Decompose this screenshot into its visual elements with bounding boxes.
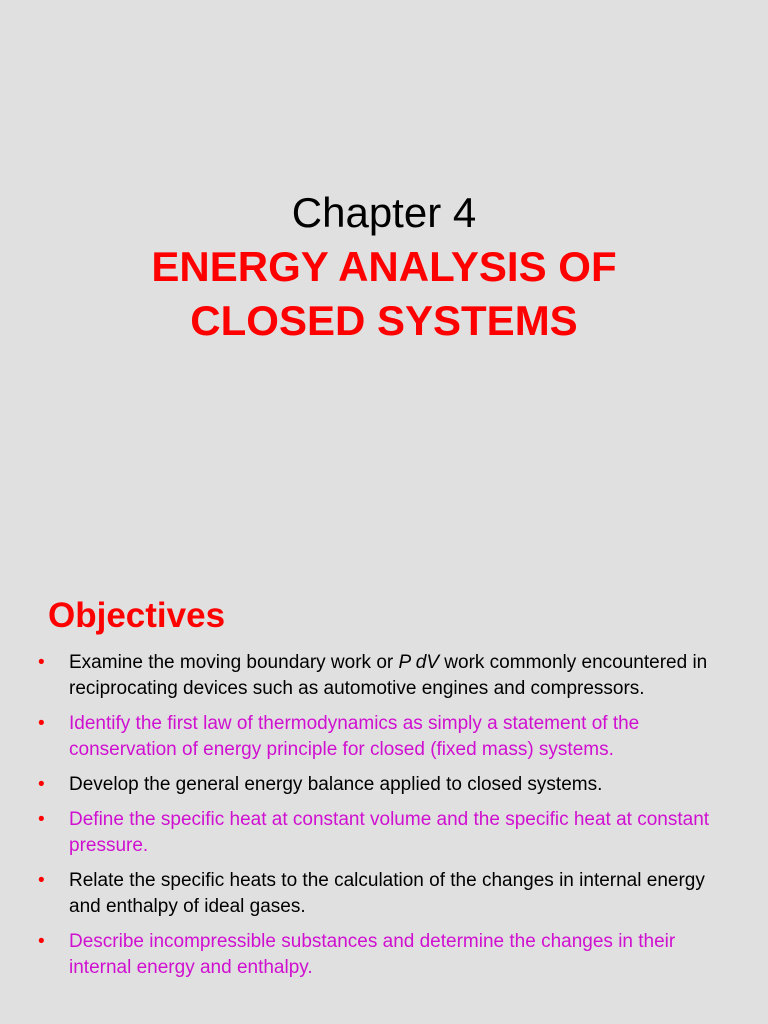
objective-item-5 <box>38 868 718 920</box>
bullet-icon: • <box>38 652 45 673</box>
objective-3-text: Develop the general energy balance applied to closed systems. <box>69 774 603 795</box>
objective-item-6 <box>38 929 718 981</box>
objective-2-text: Identify the first law of thermodynamics as simply a statement of the conservation of energy principle for closed (fixed mass) systems. <box>69 713 640 760</box>
objective-1-text-italic: P dV <box>398 652 439 673</box>
title-line-2: CLOSED SYSTEMS <box>190 297 578 344</box>
bullet-icon: • <box>38 931 45 952</box>
title-line-1: ENERGY ANALYSIS OF <box>151 243 617 290</box>
objective-1-text-pre: Examine the moving boundary work or <box>69 652 399 673</box>
objectives-list <box>38 650 718 990</box>
objective-item-4 <box>38 807 718 859</box>
objectives-heading: Objectives <box>48 596 226 635</box>
objective-4-text: Define the specific heat at constant volume and the specific heat at constant pressure. <box>69 809 710 856</box>
objective-item-1 <box>38 650 718 702</box>
title-block <box>0 186 768 348</box>
objective-1-text-post: work commonly encountered in reciprocating devices such as automotive engines and compressors. <box>69 652 708 699</box>
objective-item-3 <box>38 772 718 798</box>
bullet-icon: • <box>38 809 45 830</box>
bullet-icon: • <box>38 774 45 795</box>
objective-5-text: Relate the specific heats to the calculation of the changes in internal energy and enthalpy of ideal gases. <box>69 870 705 917</box>
objective-item-2 <box>38 711 718 763</box>
bullet-icon: • <box>38 870 45 891</box>
objective-6-text: Describe incompressible substances and determine the changes in their internal energy and enthalpy. <box>69 931 676 978</box>
chapter-label: Chapter 4 <box>291 189 477 236</box>
bullet-icon: • <box>38 713 45 734</box>
